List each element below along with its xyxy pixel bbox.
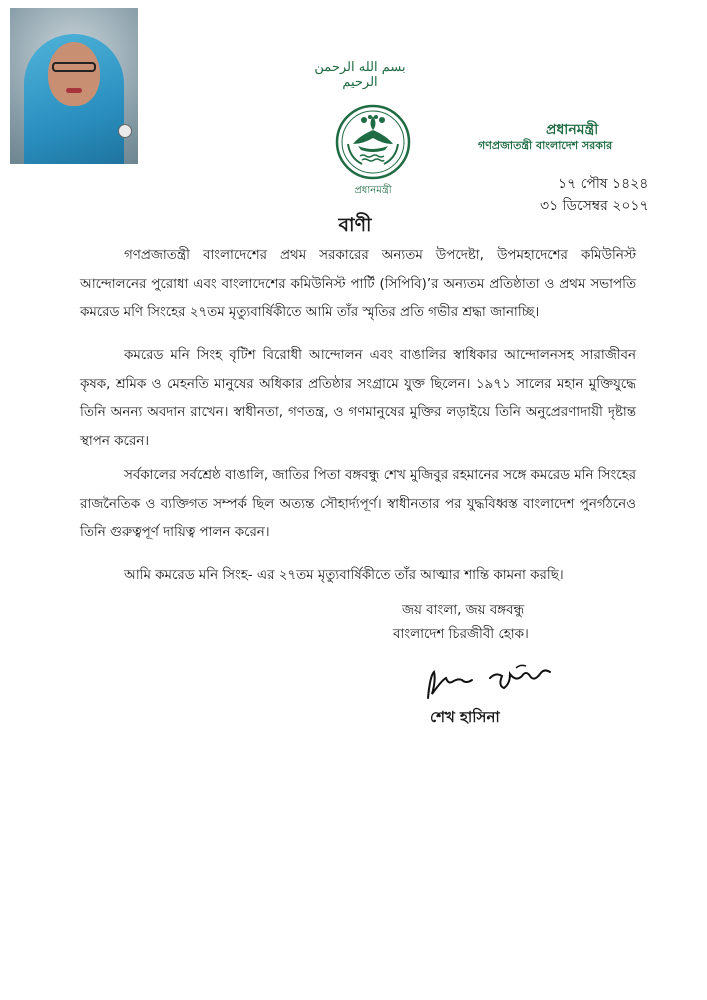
message-paragraph-1: গণপ্রজাতন্ত্রী বাংলাদেশের প্রথম সরকারের অন্যতম উপদেষ্টা, উপমহাদেশের কমিউনিস্ট আন্দোলনের পুরোধা এবং বাংলাদেশের কমিউনিস্ট পার্টি (সিপিবি)’র অন্যতম প্রতিষ্ঠাতা ও প্রথম সভাপতি কমরেড মণি সিংহের ২৭তম মৃত্যুবার্ষিকীতে আমি তাঁর স্মৃতির প্রতি গভীর শ্রদ্ধা জানাচ্ছি। <box>80 248 636 320</box>
message-paragraph-3: সর্বকালের সর্বশ্রেষ্ঠ বাঙালি, জাতির পিতা বঙ্গবন্ধু শেখ মুজিবুর রহমানের সঙ্গে কমরেড মনি সিংহের রাজনৈতিক ও ব্যক্তিগত সম্পর্ক ছিল অত্যন্ত সৌহার্দ্যপূর্ণ। স্বাধীনতার পর যুদ্ধবিধ্বস্ত বাংলাদেশ পুনর্গঠনেও তিনি গুরুত্বপূর্ণ দায়িত্ব পালন করেন। <box>80 468 637 540</box>
message-paragraph-2: কমরেড মনি সিংহ বৃটিশ বিরোধী আন্দোলন এবং বাঙালির স্বাধিকার আন্দোলনসহ সারাজীবন কৃষক, শ্রমিক ও মেহনতি মানুষের অধিকার প্রতিষ্ঠার সংগ্রামে যুক্ত ছিলেন। ১৯৭১ সালের মহান মুক্তিযুদ্ধে তিনি অনন্য অবদান রাখেন। স্বাধীনতা, গণতন্ত্র, ও গণমানুষের মুক্তির লড়াইয়ে তিনি অনুপ্রেরণাদায়ী দৃষ্টান্ত স্থাপন করেন। <box>80 348 636 449</box>
date-english: ৩১ ডিসেম্বর ২০১৭ <box>540 198 649 214</box>
message-heading: বাণী <box>338 214 372 236</box>
portrait-photo <box>10 8 138 164</box>
date-bangla: ১৭ পৌষ ১৪২৪ <box>558 176 649 192</box>
handwritten-signature <box>420 658 580 706</box>
message-paragraph-4: আমি কমরেড মনি সিংহ- এর ২৭তম মৃত্যুবার্ষিকীতে তাঁর আত্মার শান্তি কামনা করছি। <box>124 568 564 583</box>
government-name: গণপ্রজাতন্ত্রী বাংলাদেশ সরকার <box>478 139 613 152</box>
office-title: প্রধানমন্ত্রী <box>546 122 599 138</box>
closing-slogan-1: জয় বাংলা, জয় বঙ্গবন্ধু <box>402 603 525 618</box>
emblem-caption: প্রধানমন্ত্রী <box>354 185 392 196</box>
government-emblem-icon <box>328 100 418 196</box>
signer-name: শেখ হাসিনা <box>430 708 500 726</box>
closing-slogan-2: বাংলাদেশ চিরজীবী হোক। <box>393 627 529 642</box>
bismillah-calligraphy: بسم الله الرحمن الرحيم <box>314 60 406 90</box>
